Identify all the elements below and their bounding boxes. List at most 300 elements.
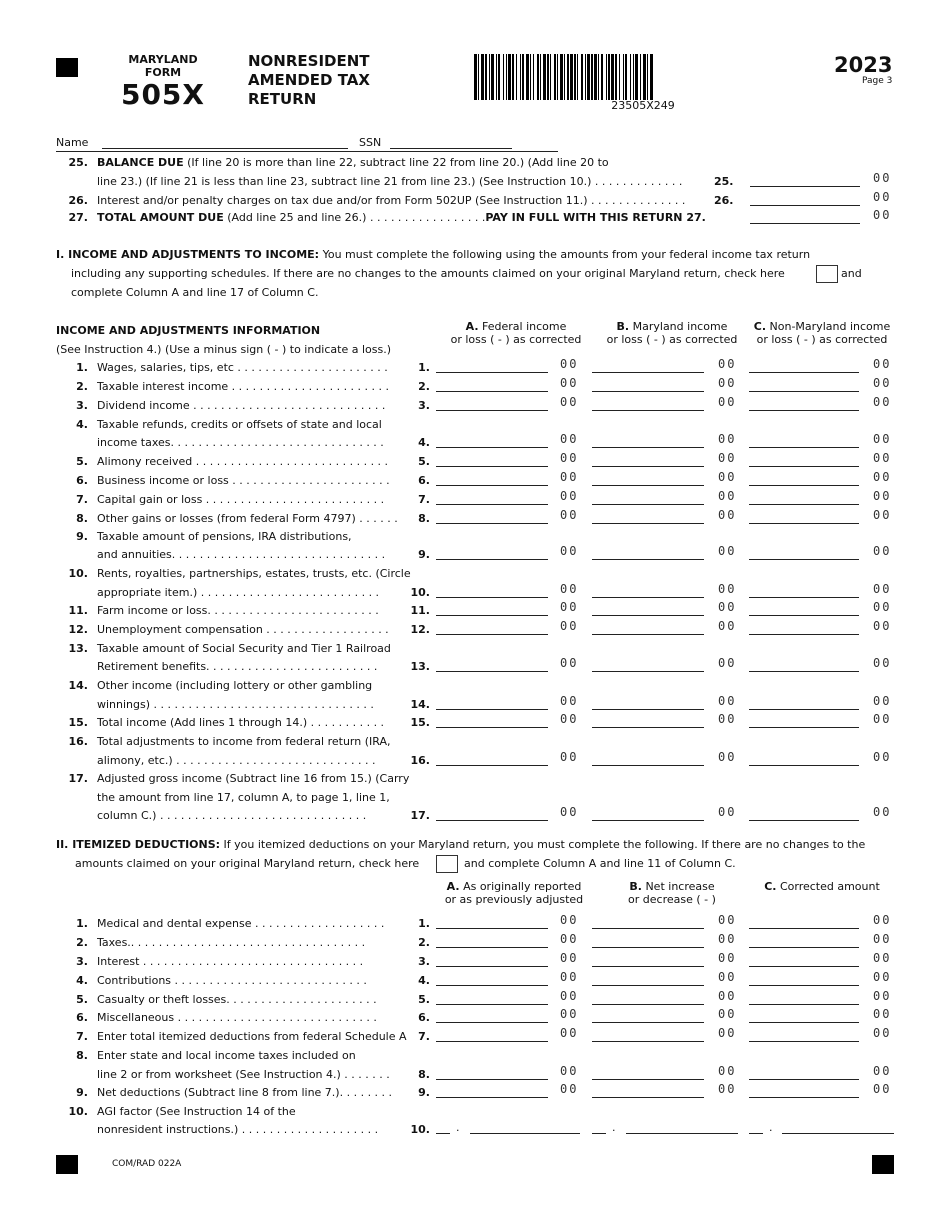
barcode-bar: [564, 54, 565, 100]
agi-factor-c-whole[interactable]: [749, 1133, 763, 1134]
col-c-amount-input[interactable]: [749, 765, 859, 766]
col-a-amount-input[interactable]: [436, 1079, 548, 1080]
cents-label: 00: [560, 470, 579, 484]
row-number: 8.: [76, 1049, 88, 1062]
col-c-amount-input[interactable]: [749, 504, 859, 505]
barcode-bar: [560, 54, 563, 100]
col-b-amount-input[interactable]: [592, 372, 704, 373]
cents-label: 00: [873, 508, 892, 522]
barcode-bar: [508, 54, 511, 100]
col-a-amount-input[interactable]: [436, 709, 548, 710]
col-a-amount-input[interactable]: [436, 1004, 548, 1005]
row-ref: 2.: [418, 936, 430, 949]
barcode-bar: [606, 54, 607, 100]
row-ref: 4.: [418, 436, 430, 449]
row-ref: 3.: [418, 399, 430, 412]
cents-label: 00: [560, 805, 579, 819]
section1-intro-line3: complete Column A and line 17 of Column C.: [71, 286, 319, 299]
cents-label: 00: [873, 694, 892, 708]
row-label: Enter total itemized deductions from federal Schedule A: [97, 1030, 407, 1043]
col-c-amount-input[interactable]: [749, 1004, 859, 1005]
row-ref: 14.: [410, 698, 430, 711]
row-ref: 15.: [410, 716, 430, 729]
barcode-bar: [640, 54, 641, 100]
col-b-amount-input[interactable]: [592, 928, 704, 929]
row-number: 10.: [68, 1105, 88, 1118]
col-a-amount-input[interactable]: [436, 671, 548, 672]
cents-label: 00: [718, 656, 737, 670]
cents-label: 00: [718, 1007, 737, 1021]
cents-label: 00: [560, 489, 579, 503]
row-number: 2.: [76, 936, 88, 949]
cents-label: 00: [560, 451, 579, 465]
barcode-bar: [643, 54, 646, 100]
section2-col-a-header: A. As originally reported or as previously adjusted: [444, 880, 584, 906]
row-label: column C.) . . . . . . . . . . . . . . . . . . . . . . . . . . . . . .: [97, 809, 367, 822]
barcode-bar: [594, 54, 597, 100]
cents-label: 00: [718, 805, 737, 819]
barcode-bar: [533, 54, 534, 100]
col-a-amount-input[interactable]: [436, 391, 548, 392]
cents-label: 00: [873, 1082, 892, 1096]
cents-label: 00: [718, 989, 737, 1003]
barcode-bar: [496, 54, 497, 100]
row-label: Interest . . . . . . . . . . . . . . . . . . . . . . . . . . . . . . . .: [97, 955, 364, 968]
col-c-amount-input[interactable]: [749, 466, 859, 467]
cents-label: 00: [560, 951, 579, 965]
section2-intro-line2: amounts claimed on your original Maryland return, check here: [75, 857, 420, 870]
col-c-amount-input[interactable]: [749, 928, 859, 929]
cents-label: 00: [718, 357, 737, 371]
cents-label: 00: [718, 489, 737, 503]
row-label: Net deductions (Subtract line 8 from line 7.). . . . . . . .: [97, 1086, 393, 1099]
cents-label: 00: [873, 656, 892, 670]
row-label: Dividend income . . . . . . . . . . . . . . . . . . . . . . . . . . . .: [97, 399, 386, 412]
col-c-amount-input[interactable]: [749, 671, 859, 672]
section1-no-change-checkbox[interactable]: [816, 265, 838, 283]
ssn-label: SSN: [359, 136, 382, 149]
cents-label: 00: [873, 1007, 892, 1021]
form-title-line1: NONRESIDENT: [248, 52, 370, 70]
barcode-bar: [512, 54, 514, 100]
col-c-amount-input[interactable]: [749, 447, 859, 448]
row-label: income taxes. . . . . . . . . . . . . . . . . . . . . . . . . . . . . . .: [97, 436, 384, 449]
barcode-bar: [520, 54, 521, 100]
row-label: Casualty or theft losses. . . . . . . . . . . . . . . . . . . . . .: [97, 993, 377, 1006]
col-b-amount-input[interactable]: [592, 1022, 704, 1023]
cents-label: 00: [873, 357, 892, 371]
col-b-amount-input[interactable]: [592, 765, 704, 766]
col-a-amount-input[interactable]: [436, 372, 548, 373]
barcode-bar: [554, 54, 556, 100]
barcode-bar: [611, 54, 614, 100]
row-number: 4.: [76, 974, 88, 987]
row-ref: 9.: [418, 1086, 430, 1099]
cents-label: 00: [718, 451, 737, 465]
cents-label: 00: [718, 376, 737, 390]
col-a-amount-input[interactable]: [436, 947, 548, 948]
row-label: nonresident instructions.) . . . . . . . . . . . . . . . . . . . .: [97, 1123, 379, 1136]
col-c-amount-input[interactable]: [749, 372, 859, 373]
row-ref: 7.: [418, 1030, 430, 1043]
row-ref: 3.: [418, 955, 430, 968]
cents-label: 00: [873, 395, 892, 409]
income-info-subtitle: (See Instruction 4.) (Use a minus sign ( - ) to indicate a loss.): [56, 343, 392, 356]
income-info-title: INCOME AND ADJUSTMENTS INFORMATION: [56, 324, 321, 337]
row-ref: 4.: [418, 974, 430, 987]
row-number: 16.: [68, 735, 88, 748]
row-number: 3.: [76, 399, 88, 412]
col-a-amount-input[interactable]: [436, 485, 548, 486]
barcode-bar: [478, 54, 479, 100]
row-label-pre: Rents, royalties, partnerships, estates, trusts, etc. (Circle: [97, 567, 411, 580]
barcode-bar: [485, 54, 487, 100]
barcode-bar: [526, 54, 529, 100]
col-a-amount-input[interactable]: [436, 597, 548, 598]
col-b-amount-input[interactable]: [592, 966, 704, 967]
col-a-amount-input[interactable]: [436, 1022, 548, 1023]
row-label: appropriate item.) . . . . . . . . . . . . . . . . . . . . . . . . . .: [97, 586, 380, 599]
row-label: line 2 or from worksheet (See Instruction 4.) . . . . . . .: [97, 1068, 390, 1081]
cents-label: 00: [873, 1064, 892, 1078]
row-label: Wages, salaries, tips, etc . . . . . . . . . . . . . . . . . . . . . .: [97, 361, 388, 374]
col-b-amount-input[interactable]: [592, 485, 704, 486]
cents-label: 00: [873, 805, 892, 819]
cents-label: 00: [873, 489, 892, 503]
cents-label: 00: [560, 712, 579, 726]
cents-label: 00: [560, 913, 579, 927]
col-b-amount-input[interactable]: [592, 985, 704, 986]
cents-label: 00: [560, 1026, 579, 1040]
row-number: 12.: [68, 623, 88, 636]
row-label-pre: Taxable amount of Social Security and Tier 1 Railroad: [97, 642, 391, 655]
col-c-amount-input[interactable]: [749, 1079, 859, 1080]
barcode-bar: [608, 54, 610, 100]
cents-label: 00: [718, 432, 737, 446]
barcode-bar: [601, 54, 603, 100]
row-number: 11.: [68, 604, 88, 617]
barcode-bar: [630, 54, 631, 100]
row-number: 13.: [68, 642, 88, 655]
cents-label: 00: [560, 508, 579, 522]
col-c-amount-input[interactable]: [749, 985, 859, 986]
row-label-pre: Adjusted gross income (Subtract line 16 from 15.) (Carry: [97, 772, 410, 785]
row-label-pre: Other income (including lottery or other gambling: [97, 679, 373, 692]
row-label: alimony, etc.) . . . . . . . . . . . . . . . . . . . . . . . . . . . . .: [97, 754, 376, 767]
row-ref: 6.: [418, 1011, 430, 1024]
cents-label: 00: [873, 989, 892, 1003]
section2-intro-line2-end: and complete Column A and line 11 of Column C.: [464, 857, 736, 870]
cents-label: 00: [560, 1007, 579, 1021]
col-a-amount-input[interactable]: [436, 820, 548, 821]
col-b-amount-input[interactable]: [592, 727, 704, 728]
col-a-amount-input[interactable]: [436, 523, 548, 524]
barcode-bar: [587, 54, 590, 100]
row-ref: 6.: [418, 474, 430, 487]
col-b-amount-input[interactable]: [592, 947, 704, 948]
col-b-amount-input[interactable]: [592, 1079, 704, 1080]
form-title-line2: AMENDED TAX: [248, 71, 370, 89]
col-b-amount-input[interactable]: [592, 523, 704, 524]
cents-label: 00: [873, 582, 892, 596]
cents-label: 00: [873, 913, 892, 927]
cents-label: 00: [718, 544, 737, 558]
section2-no-change-checkbox[interactable]: [436, 855, 458, 873]
cents-label: 00: [873, 750, 892, 764]
name-label: Name: [56, 136, 89, 149]
line-25-amount-input[interactable]: [750, 186, 860, 187]
row-label-pre: Taxable amount of pensions, IRA distributions,: [97, 530, 352, 543]
row-number: 2.: [76, 380, 88, 393]
ssn-input[interactable]: [390, 148, 512, 149]
barcode-bar: [543, 54, 546, 100]
cents-label: 00: [873, 932, 892, 946]
barcode-bar: [591, 54, 593, 100]
col-c-amount-input[interactable]: [749, 727, 859, 728]
col-a-amount-input[interactable]: [436, 634, 548, 635]
row-number: 4.: [76, 418, 88, 431]
row-label: Taxable interest income . . . . . . . . . . . . . . . . . . . . . . .: [97, 380, 390, 393]
barcode-bar: [522, 54, 524, 100]
barcode-bar: [474, 54, 477, 100]
col-c-amount-input[interactable]: [749, 523, 859, 524]
barcode-bar: [537, 54, 539, 100]
agi-factor-a-decimal[interactable]: [470, 1133, 580, 1134]
cents-label: 00: [560, 989, 579, 1003]
section1-col-b-header: B. Maryland income or loss ( - ) as corrected: [606, 320, 738, 346]
barcode-number: 23505X249: [611, 99, 675, 112]
cents-label: 00: [718, 1026, 737, 1040]
line-27-amount-input[interactable]: [750, 223, 860, 224]
row-label-pre2: the amount from line 17, column A, to page 1, line 1,: [97, 791, 390, 804]
form-number: 505X: [120, 78, 206, 111]
col-b-amount-input[interactable]: [592, 709, 704, 710]
barcode-bar: [633, 54, 634, 100]
form-code: COM/RAD 022A: [112, 1159, 182, 1169]
cents-label: 00: [718, 1064, 737, 1078]
col-b-amount-input[interactable]: [592, 504, 704, 505]
cents-label: 00: [718, 750, 737, 764]
cents-label: 00: [560, 656, 579, 670]
cents-label: 00: [873, 544, 892, 558]
col-a-amount-input[interactable]: [436, 928, 548, 929]
barcode-bar: [574, 54, 576, 100]
row-number: 1.: [76, 361, 88, 374]
col-a-amount-input[interactable]: [436, 727, 548, 728]
col-b-amount-input[interactable]: [592, 391, 704, 392]
barcode-bar: [547, 54, 549, 100]
barcode: [474, 54, 812, 100]
col-b-amount-input[interactable]: [592, 466, 704, 467]
cents-label: 00: [718, 913, 737, 927]
cents-label: 00: [560, 619, 579, 633]
col-b-amount-input[interactable]: [592, 447, 704, 448]
col-b-amount-input[interactable]: [592, 410, 704, 411]
name-input[interactable]: [102, 148, 348, 149]
row-label: Retirement benefits. . . . . . . . . . . . . . . . . . . . . . . . .: [97, 660, 378, 673]
form-word-label: FORM: [144, 66, 182, 79]
cents-label: 00: [873, 376, 892, 390]
cents-label: 00: [718, 951, 737, 965]
col-c-amount-input[interactable]: [749, 597, 859, 598]
row-ref: 10.: [410, 1123, 430, 1136]
cents-label: 00: [718, 395, 737, 409]
cents-label: 00: [718, 1082, 737, 1096]
header-divider: [56, 151, 558, 152]
cents-label: 00: [560, 600, 579, 614]
row-ref: 12.: [410, 623, 430, 636]
row-number: 3.: [76, 955, 88, 968]
col-c-amount-input[interactable]: [749, 1022, 859, 1023]
barcode-bar: [540, 54, 541, 100]
col-b-amount-input[interactable]: [592, 671, 704, 672]
registration-mark-top-left: [56, 58, 78, 77]
barcode-bar: [619, 54, 620, 100]
cents-label: 00: [873, 600, 892, 614]
barcode-bar: [581, 54, 583, 100]
barcode-bar: [491, 54, 494, 100]
barcode-bar: [557, 54, 558, 100]
row-label: Taxes.. . . . . . . . . . . . . . . . . . . . . . . . . . . . . . . . . .: [97, 936, 366, 949]
barcode-bar: [625, 54, 627, 100]
cents-label: 00: [718, 508, 737, 522]
section2-col-c-header: C. Corrected amount: [764, 880, 880, 893]
row-ref: 13.: [410, 660, 430, 673]
col-c-amount-input[interactable]: [749, 709, 859, 710]
col-a-amount-input[interactable]: [436, 765, 548, 766]
agi-factor-b-decimal[interactable]: [626, 1133, 738, 1134]
line-26-amount-input[interactable]: [750, 205, 860, 206]
col-b-amount-input[interactable]: [592, 615, 704, 616]
row-label: Medical and dental expense . . . . . . . . . . . . . . . . . . .: [97, 917, 385, 930]
cents-label: 00: [560, 376, 579, 390]
agi-factor-c-decimal[interactable]: [782, 1133, 894, 1134]
cents-label: 00: [718, 582, 737, 596]
section1-col-a-header: A. Federal income or loss ( - ) as corrected: [450, 320, 582, 346]
cents-label: 00: [560, 750, 579, 764]
cents-label: 00: [560, 1082, 579, 1096]
barcode-bar: [647, 54, 648, 100]
col-b-amount-input[interactable]: [592, 559, 704, 560]
col-a-amount-input[interactable]: [436, 1041, 548, 1042]
row-ref: 8.: [418, 1068, 430, 1081]
row-label-pre: Taxable refunds, credits or offsets of state and local: [97, 418, 382, 431]
col-c-amount-input[interactable]: [749, 634, 859, 635]
col-c-amount-input[interactable]: [749, 485, 859, 486]
agi-factor-b-whole[interactable]: [592, 1133, 606, 1134]
cents-label: 00: [560, 932, 579, 946]
row-label: Capital gain or loss . . . . . . . . . . . . . . . . . . . . . . . . . .: [97, 493, 385, 506]
row-number: 9.: [76, 530, 88, 543]
form-state-label: MARYLAND: [128, 53, 198, 66]
barcode-bar: [577, 54, 578, 100]
col-c-amount-input[interactable]: [749, 1041, 859, 1042]
cents-label: 00: [560, 432, 579, 446]
col-b-amount-input[interactable]: [592, 1041, 704, 1042]
col-b-amount-input[interactable]: [592, 1097, 704, 1098]
cents-label: 00: [560, 395, 579, 409]
row-ref: 2.: [418, 380, 430, 393]
row-label: and annuities. . . . . . . . . . . . . . . . . . . . . . . . . . . . . . .: [97, 548, 386, 561]
cents-label: 00: [718, 712, 737, 726]
col-a-amount-input[interactable]: [436, 1097, 548, 1098]
col-c-amount-input[interactable]: [749, 410, 859, 411]
col-b-amount-input[interactable]: [592, 597, 704, 598]
col-c-amount-input[interactable]: [749, 615, 859, 616]
row-number: 14.: [68, 679, 88, 692]
col-c-amount-input[interactable]: [749, 559, 859, 560]
row-number: 5.: [76, 455, 88, 468]
cents-label: 00: [718, 619, 737, 633]
col-c-amount-input[interactable]: [749, 1097, 859, 1098]
section2-intro-line1: II. ITEMIZED DEDUCTIONS: If you itemized deductions on your Maryland return, you must complete the following. If there are no changes to the: [56, 838, 866, 851]
col-c-amount-input[interactable]: [749, 966, 859, 967]
row-label-pre: AGI factor (See Instruction 14 of the: [97, 1105, 296, 1118]
section1-intro-line2: including any supporting schedules. If there are no changes to the amounts claimed on your original Maryland return, check here: [71, 267, 785, 280]
row-ref: 5.: [418, 993, 430, 1006]
col-a-amount-input[interactable]: [436, 559, 548, 560]
section1-intro-line1: I. INCOME AND ADJUSTMENTS TO INCOME: You must complete the following using the amounts from your federal income tax return: [56, 248, 811, 261]
barcode-bar: [481, 54, 484, 100]
row-number: 5.: [76, 993, 88, 1006]
row-ref: 17.: [410, 809, 430, 822]
barcode-bar: [623, 54, 624, 100]
cents-label: 00: [873, 619, 892, 633]
row-number: 6.: [76, 1011, 88, 1024]
row-label: Unemployment compensation . . . . . . . . . . . . . . . . . .: [97, 623, 389, 636]
col-b-amount-input[interactable]: [592, 820, 704, 821]
row-number: 17.: [68, 772, 88, 785]
col-a-amount-input[interactable]: [436, 985, 548, 986]
row-ref: 1.: [418, 361, 430, 374]
cents-label: 00: [718, 932, 737, 946]
cents-label: 00: [718, 600, 737, 614]
row-ref: 7.: [418, 493, 430, 506]
row-ref: 11.: [410, 604, 430, 617]
col-a-amount-input[interactable]: [436, 615, 548, 616]
col-a-amount-input[interactable]: [436, 447, 548, 448]
row-number: 7.: [76, 493, 88, 506]
col-a-amount-input[interactable]: [436, 504, 548, 505]
cents-label: 00: [873, 970, 892, 984]
row-ref: 10.: [410, 586, 430, 599]
row-ref: 1.: [418, 917, 430, 930]
row-label: Farm income or loss. . . . . . . . . . . . . . . . . . . . . . . . .: [97, 604, 379, 617]
barcode-bar: [585, 54, 586, 100]
cents-label: 00: [560, 357, 579, 371]
row-label: Alimony received . . . . . . . . . . . . . . . . . . . . . . . . . . . .: [97, 455, 389, 468]
col-b-amount-input[interactable]: [592, 1004, 704, 1005]
col-b-amount-input[interactable]: [592, 634, 704, 635]
col-a-amount-input[interactable]: [436, 466, 548, 467]
barcode-bar: [506, 54, 507, 100]
cents-label: 00: [560, 582, 579, 596]
cents-label: 00: [873, 951, 892, 965]
cents-label: 00: [873, 1026, 892, 1040]
row-label: Contributions . . . . . . . . . . . . . . . . . . . . . . . . . . . .: [97, 974, 367, 987]
registration-mark-bottom-right: [872, 1155, 894, 1174]
col-c-amount-input[interactable]: [749, 947, 859, 948]
cents-label: 00: [560, 970, 579, 984]
barcode-bar: [615, 54, 617, 100]
section2-col-b-header: B. Net increase or decrease ( - ): [628, 880, 716, 906]
col-c-amount-input[interactable]: [749, 820, 859, 821]
agi-factor-a-whole[interactable]: [436, 1133, 450, 1134]
col-a-amount-input[interactable]: [436, 410, 548, 411]
cents-label: 00: [718, 694, 737, 708]
col-a-amount-input[interactable]: [436, 966, 548, 967]
col-c-amount-input[interactable]: [749, 391, 859, 392]
